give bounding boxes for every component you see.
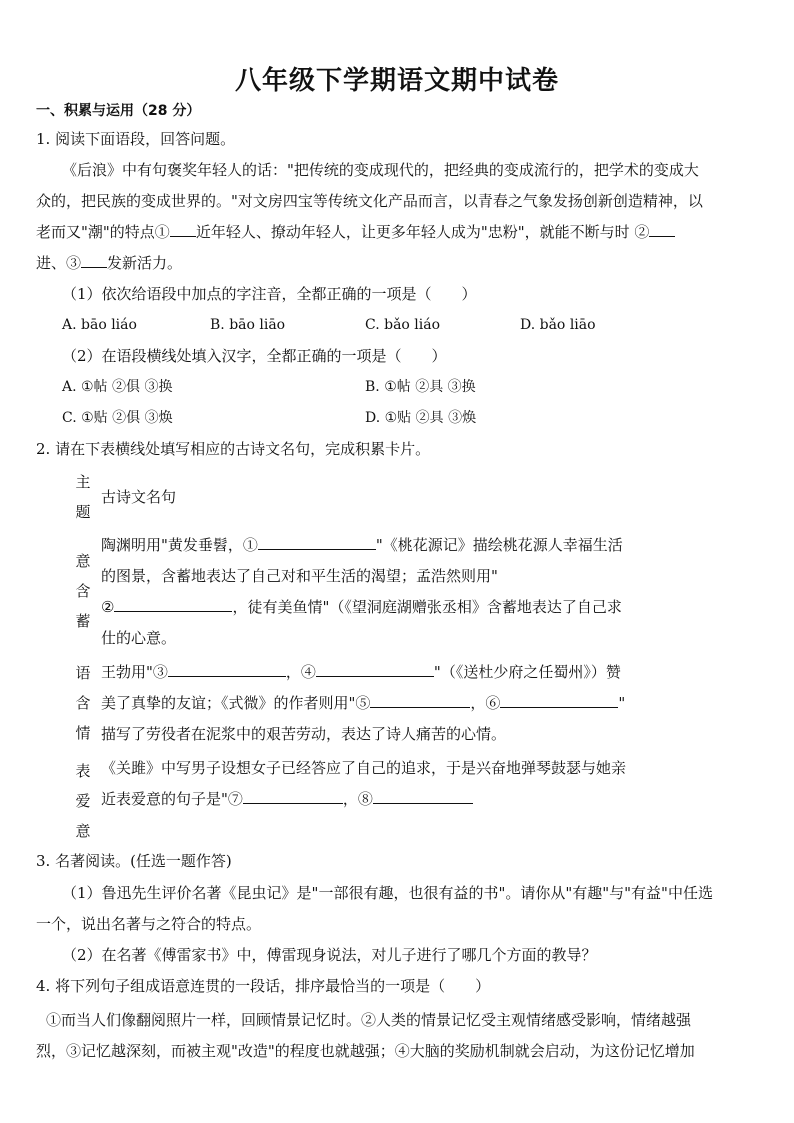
cell-text: 美了真挚的友谊；《式微》的作者则用"⑤ (101, 694, 371, 712)
q3-sub1-cont: 一个，说出名著与之符合的特点。 (36, 915, 262, 933)
cell-text: ② (101, 598, 115, 616)
option-c[interactable]: C. ①贴 ②俱 ③焕 (62, 410, 173, 426)
q1-stem: 1. 阅读下面语段，回答问题。 (36, 130, 236, 148)
row-label-yihanxu (74, 550, 92, 631)
q3-stem: 3. 名著阅读。(任选一题作答) (36, 852, 232, 870)
blank-4[interactable] (316, 662, 434, 677)
label-char: 表 (75, 762, 91, 780)
q3-sub1: （1）鲁迅先生评价名著《昆虫记》是"一部很有趣，也很有益的书"。请你从"有趣"与"有益"中任选 (62, 884, 713, 902)
table-col-header: 古诗文名句 (101, 488, 177, 506)
label-char: 含 (75, 582, 91, 600)
option-a[interactable]: A. ①帖 ②俱 ③换 (62, 379, 173, 395)
option-b[interactable]: B. bāo liāo (210, 317, 286, 333)
table-cell-line: 描写了劳役者在泥浆中的艰苦劳动，表达了诗人痛苦的心情。 (101, 725, 507, 743)
blank-5[interactable] (370, 693, 470, 708)
option-b[interactable]: B. ①帖 ②具 ③换 (365, 379, 476, 395)
option-c[interactable]: C. bǎo liáo (365, 317, 441, 333)
blank-1[interactable] (258, 535, 376, 550)
label-char: 主 (75, 473, 91, 491)
q1-passage-line (36, 222, 675, 242)
table-cell-line: 的图景，含蓄地表达了自己对和平生活的渴望；孟浩然则用" (101, 567, 498, 585)
label-char: 意 (75, 822, 91, 840)
cell-text: ，⑧ (342, 790, 373, 808)
blank-1[interactable] (170, 222, 196, 237)
table-cell-line (101, 535, 623, 555)
blank-6[interactable] (500, 693, 618, 708)
q1-passage-line (36, 253, 182, 273)
table-cell-line (101, 662, 621, 682)
page-title: 八年级下学期语文期中试卷 (234, 66, 559, 96)
cell-text: " (618, 694, 626, 712)
blank-2[interactable] (114, 597, 232, 612)
cell-text: ，④ (285, 663, 316, 681)
q4-stem: 4. 将下列句子组成语意连贯的一段话，排序最恰当的一项是（ ） (36, 977, 491, 995)
label-char: 蓄 (75, 612, 91, 630)
q1-passage-text: 进、③ (36, 254, 82, 272)
cell-text: 近表爱意的句子是"⑦ (101, 790, 243, 808)
cell-text: 陶渊明用"黄发垂髫，① (101, 536, 258, 554)
q1-passage-text: 发新活力。 (107, 254, 183, 272)
table-cell-line: 仕的心意。 (101, 629, 177, 647)
q1-passage-line: 《后浪》中有句褒奖年轻人的话："把传统的变成现代的，把经典的变成流行的，把学术的变成大 (62, 161, 699, 179)
table-cell-line: 《关雎》中写男子设想女子已经答应了自己的追求，于是兴奋地弹琴鼓瑟与她亲 (101, 759, 627, 777)
q1-passage-text: 近年轻人、撩动年轻人，让更多年轻人成为"忠粉"，就能不断与时 ② (195, 223, 650, 241)
section-heading: 一、积累与运用（28 分） (36, 103, 201, 119)
q3-sub2: （2）在名著《傅雷家书》中，傅雷现身说法，对儿子进行了哪几个方面的教导？ (62, 946, 597, 964)
cell-text: "（《送杜少府之任蜀州》）赞 (433, 663, 621, 681)
label-char: 含 (75, 694, 91, 712)
q4-sentence-line: ①而当人们像翻阅照片一样，回顾情景记忆时。②人类的情景记忆受主观情绪感受影响，情绪越强 (46, 1011, 692, 1029)
blank-3[interactable] (81, 253, 107, 268)
label-char: 题 (75, 503, 91, 521)
option-d[interactable]: D. bǎo liāo (520, 317, 596, 333)
table-cell-line (101, 789, 473, 809)
row-label-biaoaiyi (74, 760, 92, 841)
cell-text: ，徒有美鱼情"（《望洞庭湖赠张丞相》含蓄地表达了自己求 (232, 598, 622, 616)
q1-passage-text: 老而又"潮"的特点① (36, 223, 170, 241)
blank-3[interactable] (168, 662, 286, 677)
row-label-yuhanqing (74, 662, 92, 743)
option-d[interactable]: D. ①贴 ②具 ③焕 (365, 410, 477, 426)
cell-text: ，⑥ (470, 694, 501, 712)
blank-8[interactable] (373, 789, 473, 804)
q1-sub1: （1）依次给语段中加点的字注音，全都正确的一项是（ ） (62, 285, 477, 303)
label-char: 语 (75, 664, 91, 682)
table-cell-line (101, 597, 622, 617)
table-cell-line (101, 693, 625, 713)
q1-sub2: （2）在语段横线处填入汉字，全都正确的一项是（ ） (62, 347, 447, 365)
blank-7[interactable] (243, 789, 343, 804)
label-char: 情 (75, 724, 91, 742)
table-col-theme (74, 471, 92, 522)
q4-sentence-line: 烈，③记忆越深刻，而被主观"改造"的程度也就越强；④大脑的奖励机制就会启动，为这份记忆增加 (36, 1042, 695, 1060)
label-char: 爱 (75, 792, 91, 810)
cell-text: 王勃用"③ (101, 663, 168, 681)
blank-2[interactable] (649, 222, 675, 237)
q2-stem: 2. 请在下表横线处填写相应的古诗文名句，完成积累卡片。 (36, 440, 431, 458)
option-a[interactable]: A. bāo liáo (62, 317, 137, 333)
cell-text: "《桃花源记》描绘桃花源人幸福生活 (375, 536, 623, 554)
label-char: 意 (75, 552, 91, 570)
q1-passage-line: 众的，把民族的变成世界的。"对文房四宝等传统文化产品而言，以青春之气象发扬创新创造精神，以 (36, 192, 703, 210)
